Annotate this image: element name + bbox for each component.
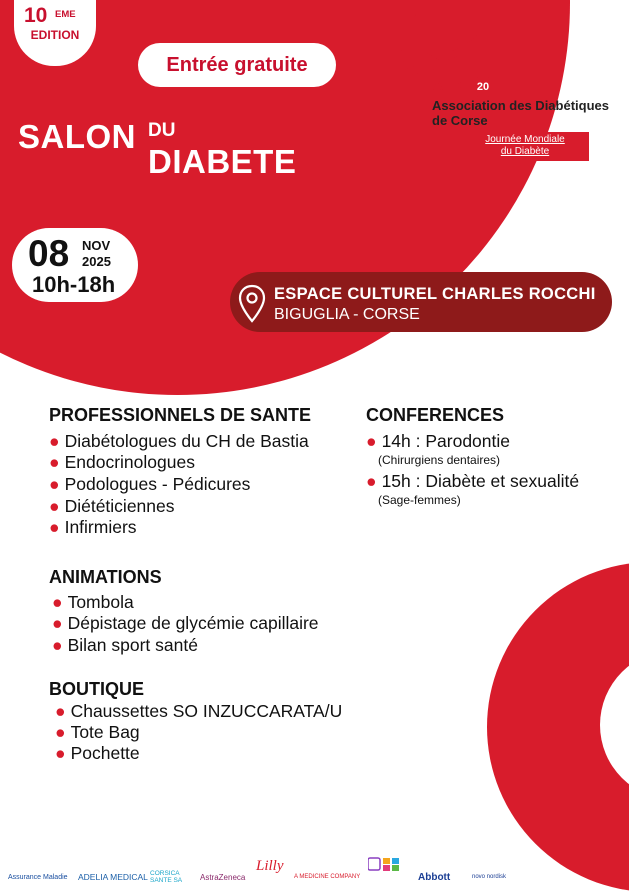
title-du: DU <box>148 120 176 141</box>
conference-sub: (Sage-femmes) <box>378 493 461 507</box>
list-item-label: Tombola <box>67 592 134 612</box>
bullet-icon: ● <box>55 743 66 763</box>
conference-label: 14h : Parodontie <box>381 431 511 451</box>
bullet-icon: ● <box>49 431 60 451</box>
free-entry-badge: Entrée gratuite <box>138 43 336 87</box>
conference-item <box>366 471 579 492</box>
conferences-title: CONFERENCES <box>366 405 505 425</box>
sponsor-logo: Lilly <box>256 858 284 874</box>
list-item-label: Endocrinologues <box>64 452 195 472</box>
edition-suffix: EME <box>55 9 76 20</box>
sponsor-logo: CORSICA SANTE SA <box>150 870 183 884</box>
sponsor-logo: Abbott <box>418 871 451 883</box>
journee-line1: Journée Mondiale <box>485 134 565 145</box>
list-item <box>55 743 140 764</box>
logo-association-line1: Association des Diabétiques <box>432 98 609 113</box>
world-diabetes-day-label <box>461 132 589 161</box>
list-item <box>49 452 195 473</box>
animations-title: ANIMATIONS <box>49 567 162 587</box>
list-item <box>49 496 175 517</box>
date-month: NOV <box>82 238 111 253</box>
list-item-label: Podologues - Pédicures <box>64 474 251 494</box>
logo-afd: AFD <box>433 77 462 93</box>
logo-association-line2: de Corse <box>432 113 488 128</box>
bullet-icon: ● <box>55 722 66 742</box>
sponsor-logos <box>0 858 629 892</box>
bullet-icon: ● <box>49 496 60 516</box>
sponsor-grid-icon <box>368 856 408 876</box>
list-item <box>52 635 198 656</box>
conference-item <box>366 431 510 452</box>
list-item <box>49 517 137 538</box>
list-item <box>49 431 309 452</box>
bullet-icon: ● <box>52 613 63 633</box>
date-day: 08 <box>28 233 70 274</box>
professionals-title: PROFESSIONNELS DE SANTE <box>49 405 312 425</box>
title-diabete: DIABETE <box>148 143 297 180</box>
list-item-label: Tote Bag <box>70 722 140 742</box>
bullet-icon: ● <box>49 452 60 472</box>
list-item-label: Pochette <box>70 743 140 763</box>
list-item-label: Bilan sport santé <box>67 635 198 655</box>
list-item <box>49 474 250 495</box>
bullet-icon: ● <box>366 471 377 491</box>
location-pin-icon <box>238 284 266 329</box>
list-item <box>52 613 319 634</box>
bullet-icon: ● <box>55 701 66 721</box>
edition-number: 10 <box>24 4 48 27</box>
afd-bird-logo-icon <box>392 12 482 87</box>
list-item-label: Infirmiers <box>64 517 137 537</box>
list-item <box>55 701 342 722</box>
date-year: 2025 <box>82 254 111 269</box>
list-item <box>52 592 134 613</box>
venue-name: ESPACE CULTUREL CHARLES ROCCHI <box>274 285 596 303</box>
sponsor-logo: Assurance Maladie <box>8 873 68 881</box>
conference-label: 15h : Diabète et sexualité <box>381 471 580 491</box>
list-item-label: Diabétologues du CH de Bastia <box>64 431 309 451</box>
sponsor-logo: novo nordisk <box>472 874 507 880</box>
edition-label: EDITION <box>30 28 80 42</box>
title-salon: SALON <box>18 118 136 155</box>
sponsor-logo: ADELIA MEDICAL <box>78 872 148 882</box>
venue-city: BIGUGLIA - CORSE <box>274 306 420 323</box>
list-item-label: Diététiciennes <box>64 496 175 516</box>
bullet-icon: ● <box>49 517 60 537</box>
bullet-icon: ● <box>52 635 63 655</box>
list-item-label: Chaussettes SO INZUCCARATA/U <box>70 701 343 721</box>
bullet-icon: ● <box>366 431 377 451</box>
date-hours: 10h-18h <box>32 272 116 297</box>
sponsor-logo: AstraZeneca <box>200 872 246 882</box>
conference-sub: (Chirurgiens dentaires) <box>378 453 501 467</box>
bullet-icon: ● <box>49 474 60 494</box>
boutique-title: BOUTIQUE <box>49 679 145 699</box>
logo-20-badge: 20 <box>472 76 494 98</box>
list-item-label: Dépistage de glycémie capillaire <box>67 613 319 633</box>
sponsor-logo: A MEDICINE COMPANY <box>294 874 361 880</box>
journee-line2: du Diabète <box>500 146 550 157</box>
list-item <box>55 722 140 743</box>
bullet-icon: ● <box>52 592 63 612</box>
